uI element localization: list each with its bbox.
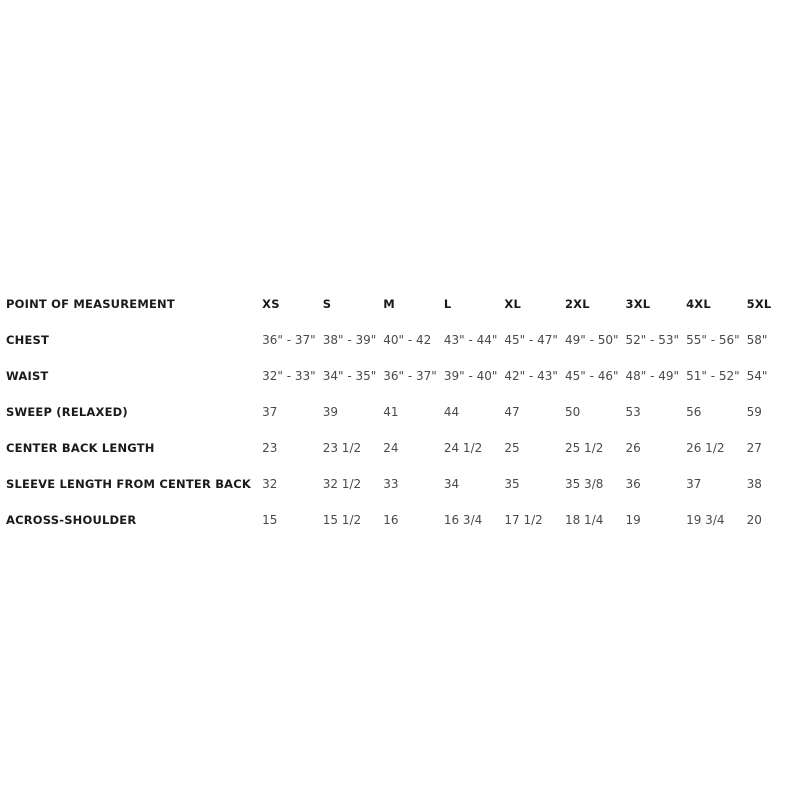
table-cell: 25 bbox=[504, 441, 520, 455]
table-cell: 25 1/2 bbox=[564, 441, 604, 455]
table-cell: 51" - 52" bbox=[686, 369, 740, 383]
header-size-l: L bbox=[443, 297, 452, 311]
table-cell: 15 bbox=[262, 513, 278, 527]
table-row-chest bbox=[6, 322, 800, 358]
table-cell: 36 bbox=[625, 477, 641, 491]
table-cell: 42" - 43" bbox=[504, 369, 558, 383]
table-cell: 19 3/4 bbox=[686, 513, 725, 527]
table-row-across-shoulder bbox=[6, 502, 800, 538]
table-cell: 50 bbox=[564, 405, 581, 419]
table-cell: 58" bbox=[746, 333, 768, 347]
row-label: SLEEVE LENGTH FROM CENTER BACK bbox=[6, 477, 252, 491]
table-cell: 47 bbox=[504, 405, 520, 419]
table-cell: 16 3/4 bbox=[443, 513, 483, 527]
table-cell: 17 1/2 bbox=[504, 513, 543, 527]
row-label: WAIST bbox=[6, 369, 49, 383]
table-row-waist bbox=[6, 358, 800, 394]
table-cell: 19 bbox=[625, 513, 641, 527]
table-cell: 39 bbox=[322, 405, 338, 419]
table-row-center-back-length bbox=[6, 430, 800, 466]
table-cell: 45" - 46" bbox=[564, 369, 619, 383]
header-size-5xl: 5XL bbox=[746, 297, 772, 311]
table-cell: 54" bbox=[746, 369, 768, 383]
table-cell: 41 bbox=[383, 405, 399, 419]
table-cell: 52" - 53" bbox=[625, 333, 680, 347]
header-size-s: S bbox=[322, 297, 332, 311]
table-cell: 59 bbox=[746, 405, 762, 419]
table-cell: 38 bbox=[746, 477, 762, 491]
row-label: SWEEP (RELAXED) bbox=[6, 405, 128, 419]
size-chart-table bbox=[6, 286, 800, 538]
table-cell: 40" - 42 bbox=[383, 333, 432, 347]
table-cell: 26 bbox=[625, 441, 641, 455]
table-cell: 15 1/2 bbox=[322, 513, 362, 527]
table-cell: 39" - 40" bbox=[443, 369, 498, 383]
table-cell: 20 bbox=[746, 513, 762, 527]
table-cell: 38" - 39" bbox=[322, 333, 377, 347]
header-size-xs: XS bbox=[262, 297, 280, 311]
table-cell: 26 1/2 bbox=[686, 441, 725, 455]
table-cell: 24 bbox=[383, 441, 399, 455]
header-measurement-label: POINT OF MEASUREMENT bbox=[6, 297, 175, 311]
row-label: CHEST bbox=[6, 333, 50, 347]
header-size-xl: XL bbox=[504, 297, 522, 311]
table-cell: 48" - 49" bbox=[625, 369, 680, 383]
table-cell: 55" - 56" bbox=[686, 333, 740, 347]
table-cell: 35 3/8 bbox=[564, 477, 604, 491]
table-cell: 37 bbox=[686, 477, 702, 491]
table-row-sleeve-length bbox=[6, 466, 800, 502]
table-cell: 35 bbox=[504, 477, 520, 491]
row-label: CENTER BACK LENGTH bbox=[6, 441, 155, 455]
table-cell: 36" - 37" bbox=[262, 333, 316, 347]
table-cell: 24 1/2 bbox=[443, 441, 483, 455]
table-cell: 53 bbox=[625, 405, 641, 419]
table-cell: 18 1/4 bbox=[564, 513, 604, 527]
table-cell: 34" - 35" bbox=[322, 369, 377, 383]
table-cell: 32" - 33" bbox=[262, 369, 316, 383]
table-cell: 43" - 44" bbox=[443, 333, 498, 347]
header-size-4xl: 4XL bbox=[686, 297, 711, 311]
table-cell: 23 1/2 bbox=[322, 441, 362, 455]
table-row-sweep bbox=[6, 394, 800, 430]
table-cell: 36" - 37" bbox=[383, 369, 437, 383]
header-size-m: M bbox=[383, 297, 395, 311]
row-label: ACROSS-SHOULDER bbox=[6, 513, 137, 527]
table-cell: 33 bbox=[383, 477, 399, 491]
table-cell: 23 bbox=[262, 441, 278, 455]
table-cell: 45" - 47" bbox=[504, 333, 558, 347]
header-row bbox=[6, 286, 800, 322]
table-cell: 44 bbox=[443, 405, 460, 419]
table-cell: 16 bbox=[383, 513, 399, 527]
header-size-3xl: 3XL bbox=[625, 297, 651, 311]
table-cell: 56 bbox=[686, 405, 702, 419]
table-cell: 34 bbox=[443, 477, 460, 491]
table-cell: 27 bbox=[746, 441, 762, 455]
table-cell: 32 bbox=[262, 477, 278, 491]
header-size-2xl: 2XL bbox=[564, 297, 590, 311]
table-cell: 37 bbox=[262, 405, 278, 419]
table-cell: 32 1/2 bbox=[322, 477, 362, 491]
table-cell: 49" - 50" bbox=[564, 333, 619, 347]
